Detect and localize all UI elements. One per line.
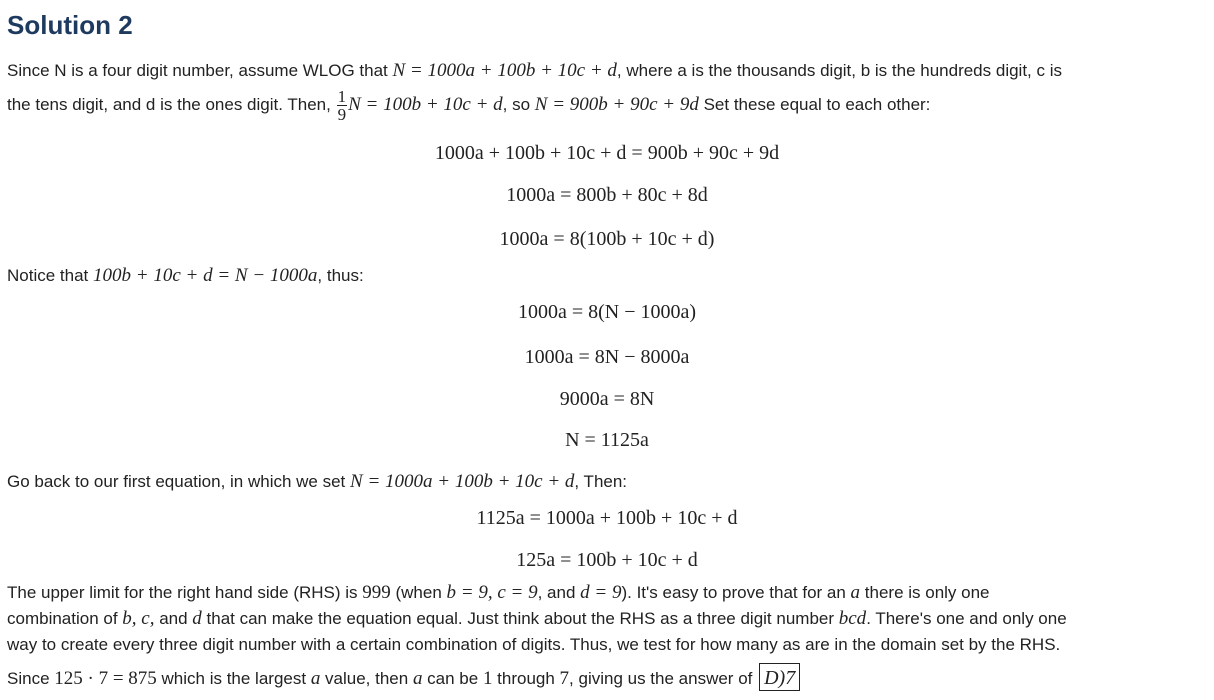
- equation-2: 1000a = 800b + 80c + 8d: [506, 184, 708, 206]
- math-inline: 1: [482, 668, 493, 689]
- math-inline: a: [310, 668, 321, 689]
- text-span: combination of: [7, 609, 123, 628]
- math-inline: d = 9: [580, 582, 622, 603]
- text-span: The upper limit for the right hand side (RHS) is: [7, 583, 363, 602]
- text-span: , thus:: [317, 266, 364, 285]
- math-inline: b, c,: [122, 608, 155, 629]
- text-span: , where a is the thousands digit, b is the hundreds digit, c is: [616, 61, 1062, 80]
- text-span: Set these equal to each other:: [698, 94, 931, 114]
- text-span: and: [154, 609, 193, 628]
- equation-6: 9000a = 8N: [559, 388, 655, 410]
- solution-heading: Solution 2: [7, 10, 133, 40]
- math-inline: 7: [559, 668, 570, 689]
- text-span: through: [492, 669, 560, 688]
- text-span: Since N is a four digit number, assume WLOG that: [7, 61, 393, 80]
- equation-8: 1125a = 1000a + 100b + 10c + d: [476, 507, 738, 529]
- text-span: , so: [502, 94, 535, 114]
- math-inline: N = 1000a + 100b + 10c + d: [350, 471, 575, 492]
- fraction-numerator: 1: [337, 87, 347, 106]
- paragraph-line-1: [7, 60, 1062, 82]
- text-span: , Then:: [574, 472, 628, 491]
- math-inline: N = 1000a + 100b + 10c + d: [392, 60, 617, 81]
- paragraph-line-6: [7, 608, 1067, 630]
- text-span: way to create every three digit number with a certain combination of digits. Thus, we test for how many as are in the domain set by the RHS.: [7, 635, 1061, 654]
- equation-7: N = 1125a: [565, 429, 649, 451]
- text-span: ). It's easy to prove that for an: [621, 583, 851, 602]
- equation-3: 1000a = 8(100b + 10c + d): [499, 228, 715, 250]
- math-inline: 100b + 10c + d = N − 1000a: [93, 265, 318, 286]
- equation-4: 1000a = 8(N − 1000a): [517, 301, 697, 323]
- text-span: (when: [390, 583, 447, 602]
- fraction-denominator: 9: [337, 105, 347, 124]
- equation-1: 1000a + 100b + 10c + d = 900b + 90c + 9d: [434, 142, 780, 164]
- text-span: . There's one and only one: [866, 609, 1067, 628]
- math-inline: N = 100b + 10c + d: [348, 93, 503, 115]
- equation-9: 125a = 100b + 10c + d: [516, 549, 698, 571]
- text-span: Notice that: [7, 266, 93, 285]
- math-inline: 125 · 7 = 875: [54, 668, 157, 689]
- paragraph-line-3: [7, 265, 364, 287]
- text-span: Since: [7, 669, 55, 688]
- math-inline: a: [850, 582, 861, 603]
- text-span: Go back to our first equation, in which we set: [7, 472, 351, 491]
- answer-box: D)7: [759, 663, 800, 691]
- math-inline: a: [412, 668, 423, 689]
- text-span: , and: [537, 583, 581, 602]
- text-span: there is only one: [860, 583, 990, 602]
- text-span: the tens digit, and d is the ones digit. Then,: [7, 94, 336, 114]
- math-inline: 999: [362, 582, 391, 603]
- math-inline: d: [192, 608, 202, 629]
- equation-5: 1000a = 8N − 8000a: [524, 346, 690, 368]
- paragraph-line-8: [7, 663, 800, 691]
- math-inline: N = 900b + 90c + 9d: [534, 93, 699, 115]
- text-span: can be: [422, 669, 483, 688]
- paragraph-line-4: [7, 471, 627, 493]
- text-span: that can make the equation equal. Just think about the RHS as a three digit number: [201, 609, 839, 628]
- paragraph-line-5: [7, 582, 990, 604]
- paragraph-line-2: [7, 88, 930, 123]
- paragraph-line-7: [7, 634, 1060, 656]
- math-inline: b = 9, c = 9: [446, 582, 538, 603]
- math-inline: bcd: [838, 608, 867, 629]
- text-span: value, then: [320, 669, 413, 688]
- text-span: which is the largest: [156, 669, 311, 688]
- text-span: , giving us the answer of: [569, 669, 758, 688]
- fraction: [337, 88, 348, 123]
